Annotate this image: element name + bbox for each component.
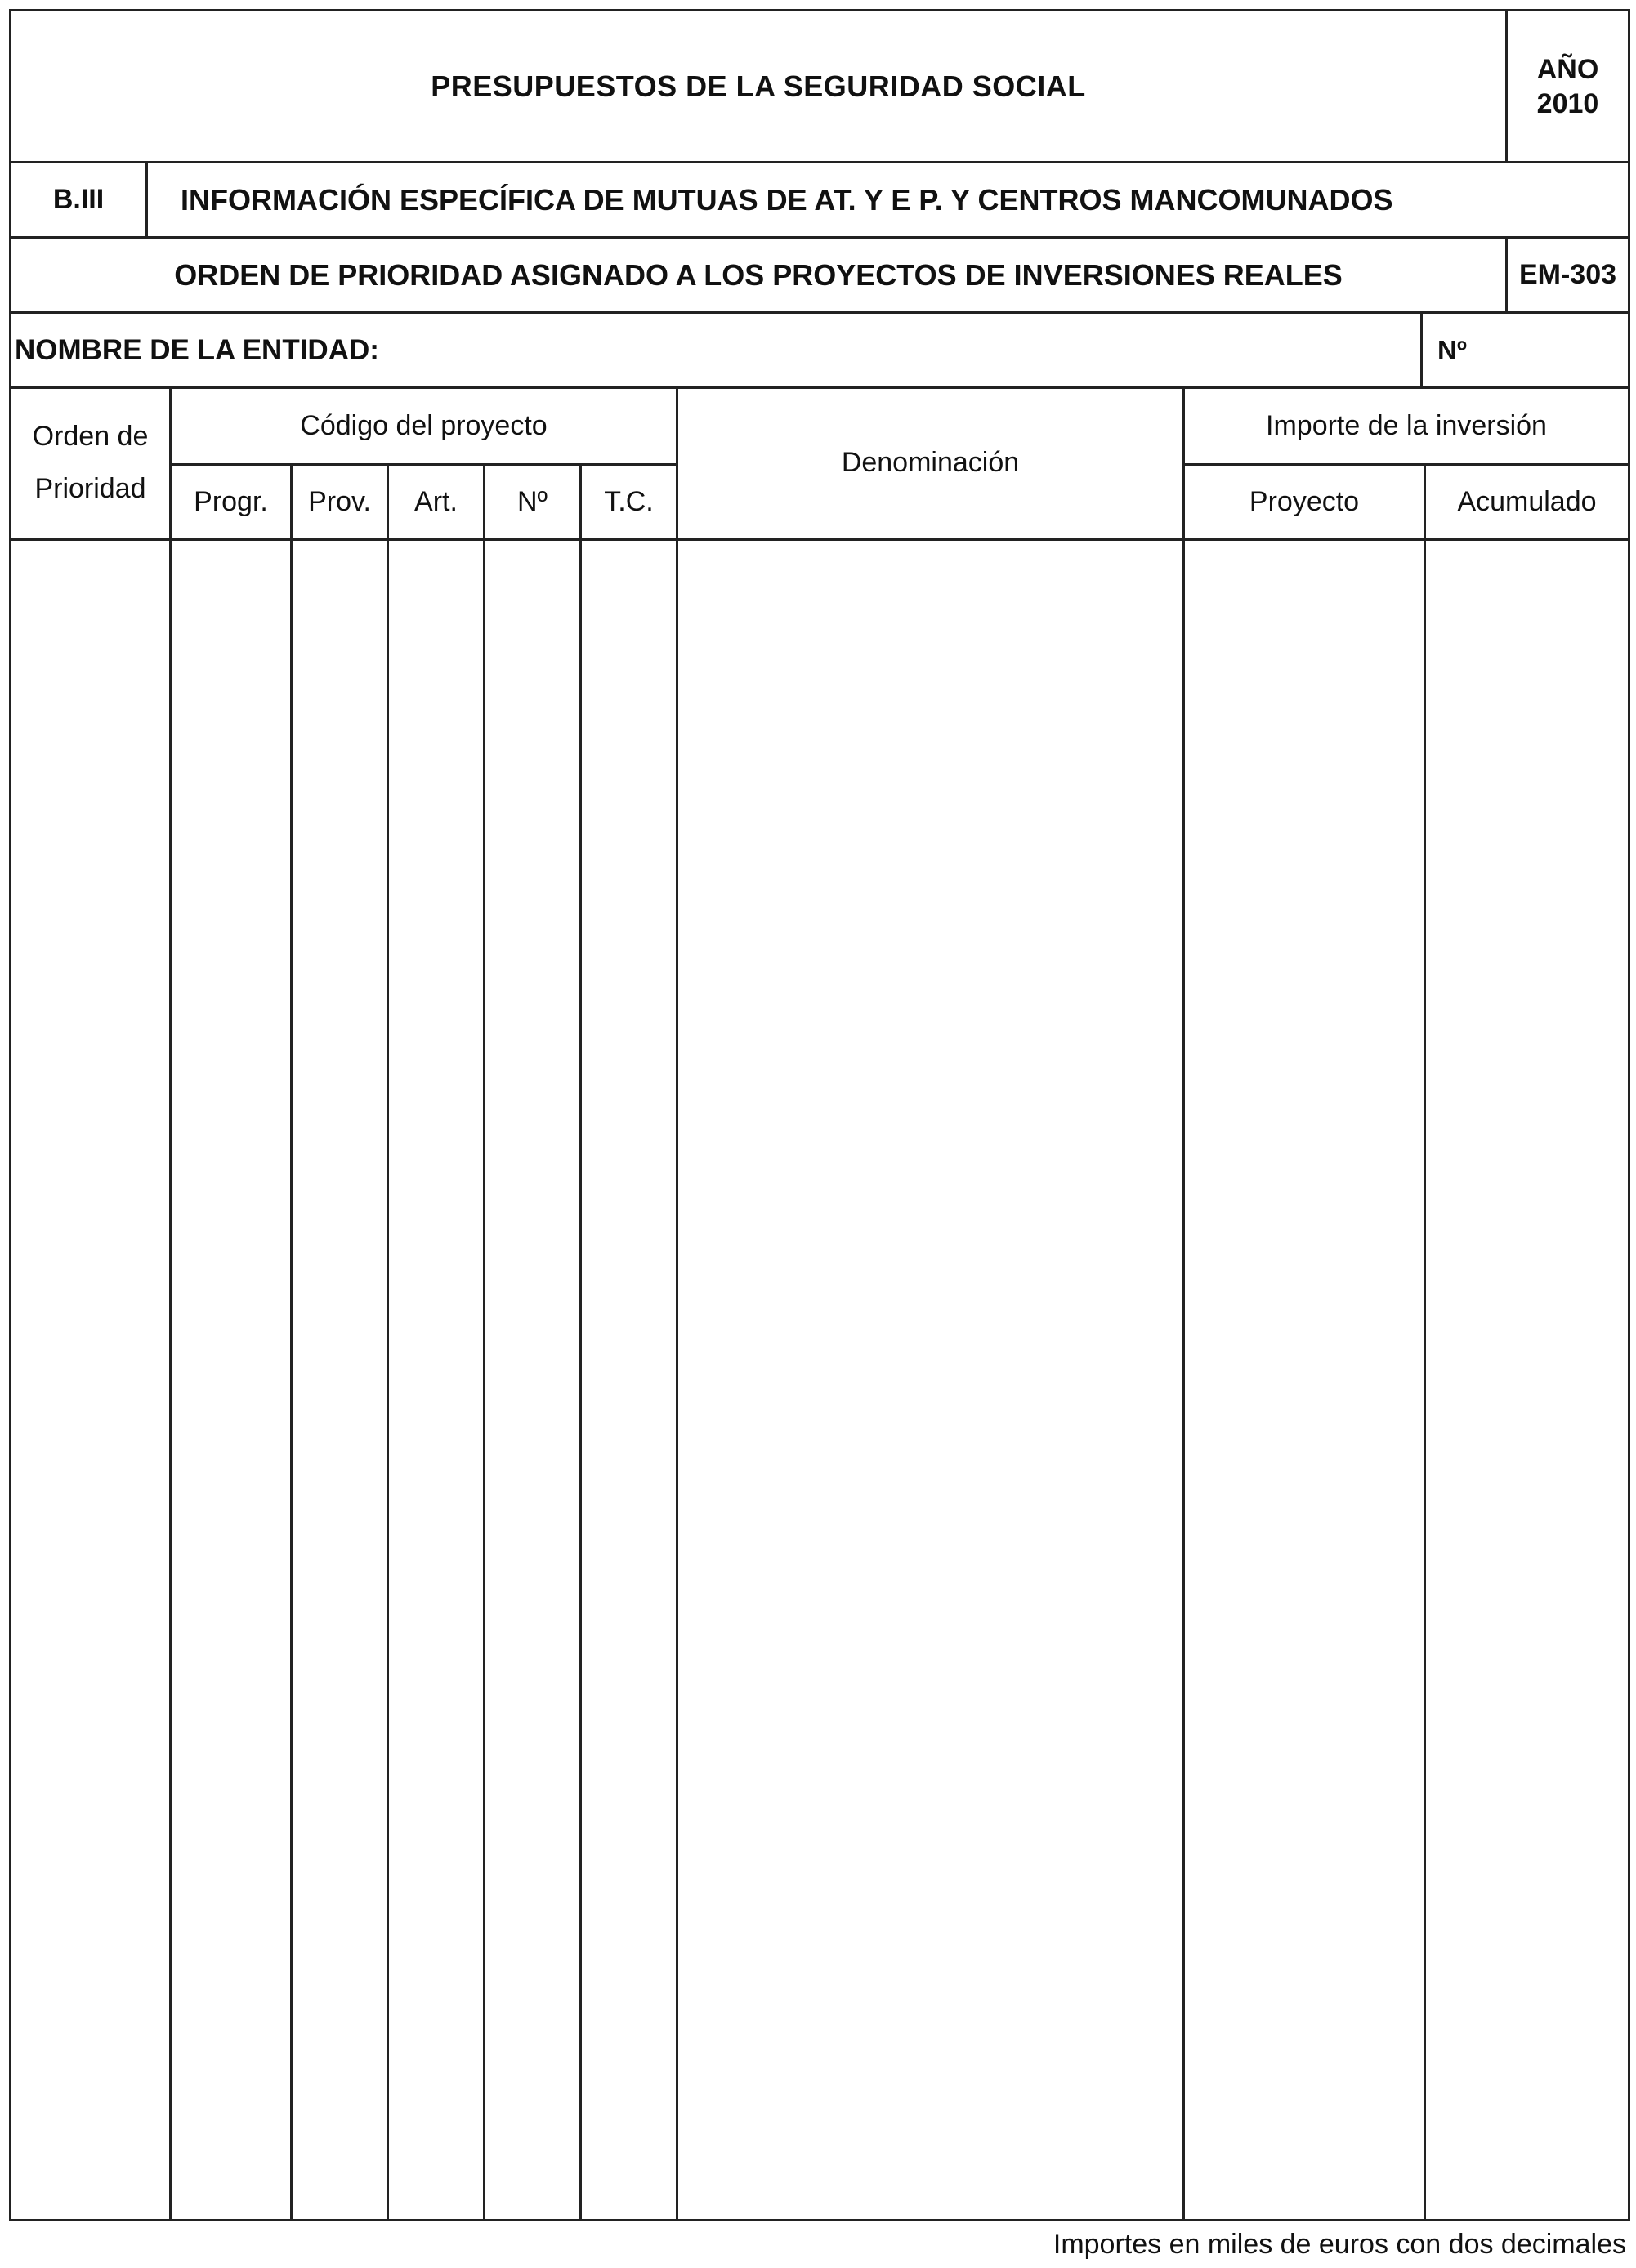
art-header: Art. bbox=[414, 485, 458, 517]
amounts-footnote: Importes en miles de euros con dos decimales bbox=[1053, 2229, 1626, 2260]
section-title: INFORMACIÓN ESPECÍFICA DE MUTUAS DE AT. Y E P. Y CENTROS MANCOMUNADOS bbox=[145, 163, 1628, 236]
tc-header: T.C. bbox=[604, 485, 654, 517]
importe-header: Importe de la inversión bbox=[1266, 410, 1547, 441]
proyecto-header: Proyecto bbox=[1249, 485, 1360, 517]
orden-header-line2: Prioridad bbox=[34, 473, 146, 504]
orden-header-line1: Orden de bbox=[32, 421, 149, 452]
form-title: ORDEN DE PRIORIDAD ASIGNADO A LOS PROYECTOS DE INVERSIONES REALES bbox=[174, 257, 1343, 292]
page-title: PRESUPUESTOS DE LA SEGURIDAD SOCIAL bbox=[431, 69, 1086, 103]
orden-header bbox=[11, 389, 169, 536]
column-header-block bbox=[9, 386, 1630, 538]
prov-header: Prov. bbox=[308, 485, 371, 517]
entity-row bbox=[9, 311, 1630, 386]
form-title-row bbox=[9, 236, 1630, 311]
entity-name-label: NOMBRE DE LA ENTIDAD: bbox=[15, 333, 379, 366]
year-label: AÑO bbox=[1536, 53, 1599, 85]
header-row bbox=[9, 9, 1630, 161]
progr-header: Progr. bbox=[194, 485, 268, 517]
acumulado-header: Acumulado bbox=[1457, 485, 1597, 517]
section-row bbox=[9, 161, 1630, 236]
no-header: Nº bbox=[517, 485, 548, 517]
form-code: EM-303 bbox=[1505, 239, 1628, 311]
year-value: 2010 bbox=[1536, 87, 1599, 119]
section-code: B.III bbox=[52, 184, 105, 215]
entity-number-label: Nº bbox=[1420, 314, 1628, 386]
codigo-header: Código del proyecto bbox=[300, 410, 548, 441]
budget-form bbox=[9, 9, 1630, 2221]
entries-table-body bbox=[9, 538, 1630, 2221]
year-box bbox=[1505, 11, 1628, 161]
denominacion-header: Denominación bbox=[841, 446, 1020, 478]
